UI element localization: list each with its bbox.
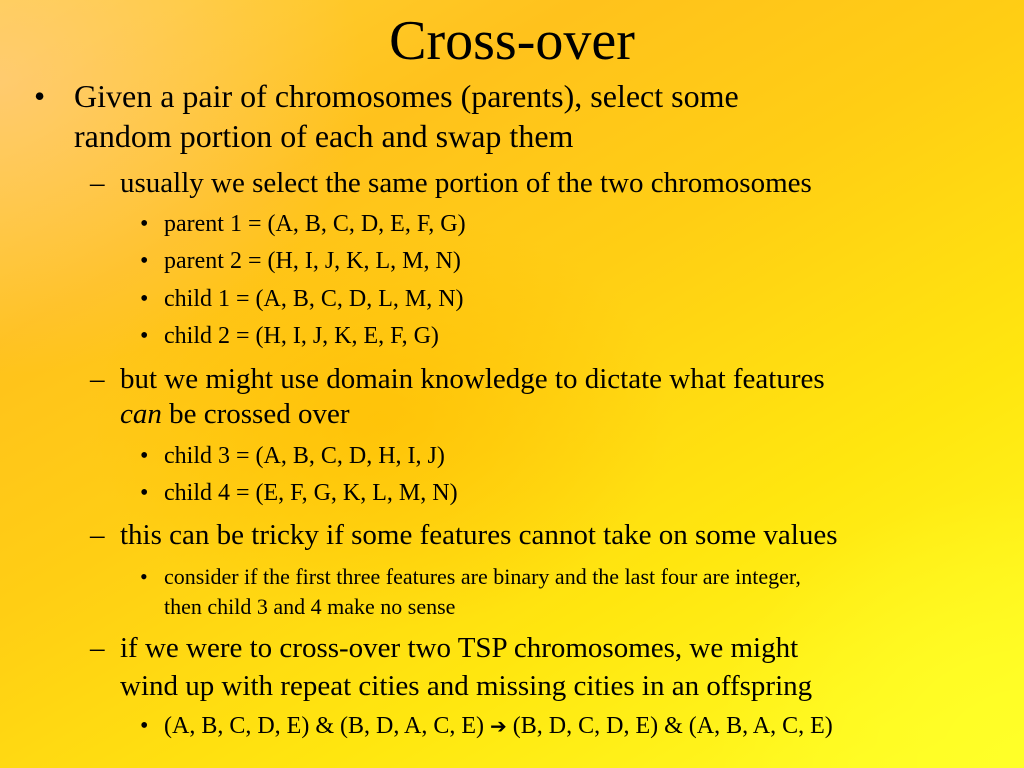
bullet-dot-small: •	[140, 286, 149, 312]
bullet-dot-small: •	[140, 211, 149, 237]
bullet-dot-small: •	[140, 248, 149, 274]
right-arrow-icon: ➔	[490, 714, 507, 738]
subpoint-tsp-line-1: if we were to cross-over two TSP chromosomes, we might	[120, 632, 799, 664]
bullet-dash: –	[90, 632, 105, 664]
subpoint-same-portion: usually we select the same portion of the two chromosomes	[120, 167, 812, 199]
subpoint-tricky: this can be tricky if some features cannot take on some values	[120, 519, 838, 551]
list-item-binary-note-line-2: then child 3 and 4 make no sense	[164, 594, 456, 619]
bullet-dash: –	[90, 167, 105, 199]
bullet-dot-small: •	[140, 480, 149, 506]
emphasis-can: can	[120, 398, 162, 430]
list-item-parent-1: parent 1 = (A, B, C, D, E, F, G)	[164, 211, 466, 237]
subpoint-domain-knowledge-line-2	[120, 397, 350, 431]
list-item-child-1: child 1 = (A, B, C, D, L, M, N)	[164, 286, 464, 312]
list-item-child-2: child 2 = (H, I, J, K, E, F, G)	[164, 323, 439, 349]
list-item-child-4: child 4 = (E, F, G, K, L, M, N)	[164, 480, 458, 506]
tsp-children: (B, D, C, D, E) & (A, B, A, C, E)	[506, 713, 833, 739]
bullet-dot-small: •	[140, 564, 148, 589]
main-point-line-2: random portion of each and swap them	[74, 118, 574, 154]
list-item-binary-note-line-1: consider if the first three features are binary and the last four are integer,	[164, 564, 801, 589]
tsp-parents: (A, B, C, D, E) & (B, D, A, C, E)	[164, 713, 490, 739]
list-item-tsp-example	[164, 711, 833, 741]
list-item-parent-2: parent 2 = (H, I, J, K, L, M, N)	[164, 248, 461, 274]
subpoint-domain-knowledge-line-1: but we might use domain knowledge to dictate what features	[120, 363, 825, 395]
bullet-dash: –	[90, 519, 105, 551]
subpoint-domain-knowledge-rest: be crossed over	[161, 398, 350, 430]
slide-title: Cross-over	[389, 10, 635, 72]
bullet-dot-small: •	[140, 323, 149, 349]
bullet-dot-small: •	[140, 443, 149, 469]
bullet-dot-small: •	[140, 713, 149, 739]
bullet-dash: –	[90, 363, 105, 395]
bullet-dot: •	[34, 78, 46, 114]
list-item-child-3: child 3 = (A, B, C, D, H, I, J)	[164, 443, 445, 469]
main-point-line-1: Given a pair of chromosomes (parents), select some	[74, 78, 739, 114]
subpoint-tsp-line-2: wind up with repeat cities and missing cities in an offspring	[120, 670, 813, 702]
